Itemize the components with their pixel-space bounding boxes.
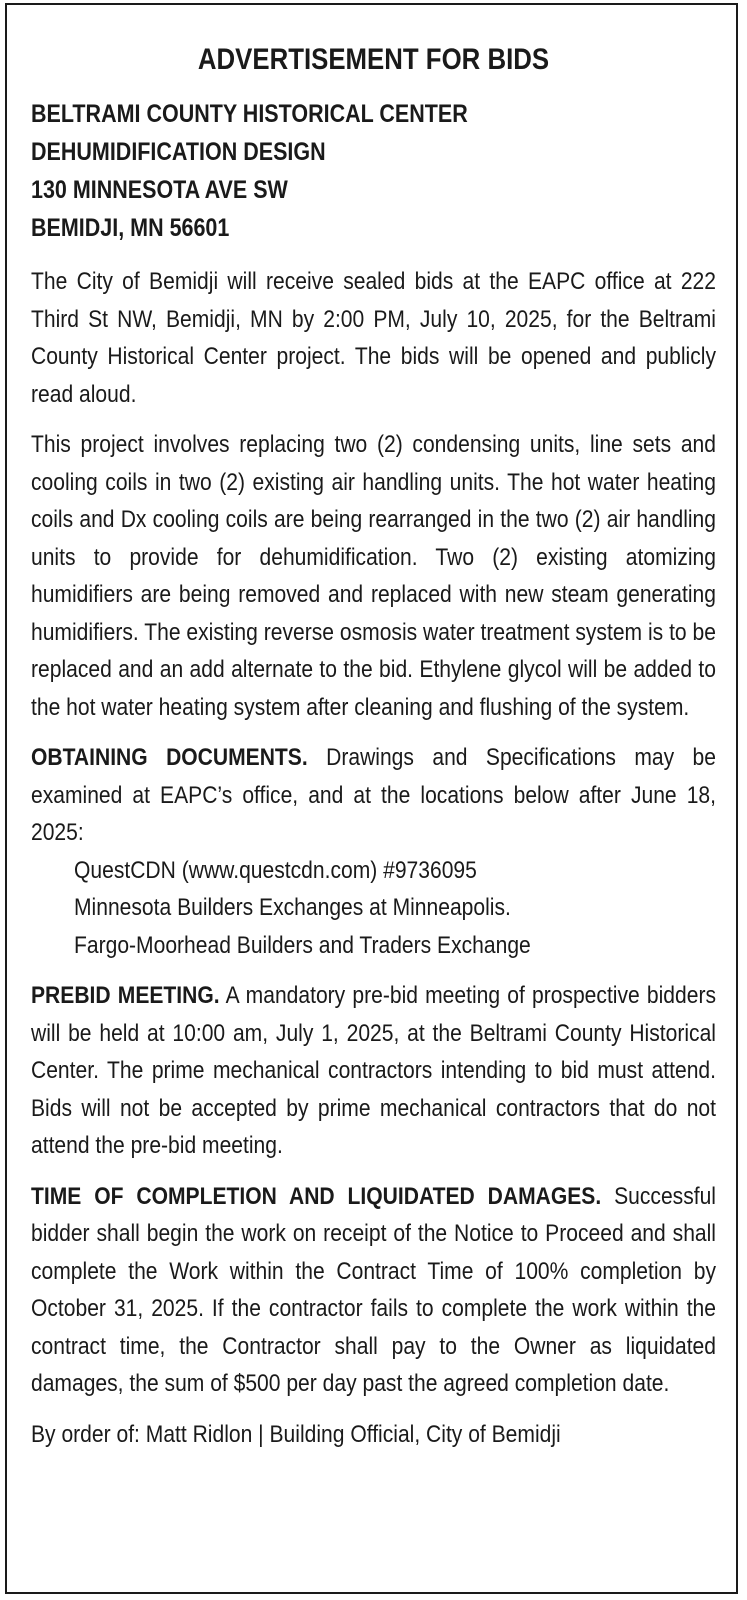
page-title: ADVERTISEMENT FOR BIDS (197, 43, 550, 76)
city-state-zip-line: BEMIDJI, MN 56601 (31, 214, 230, 242)
obtaining-documents-heading: OBTAINING DOCUMENTS. (31, 744, 308, 771)
prebid-meeting-paragraph (31, 977, 716, 1165)
list-item: Minnesota Builders Exchanges at Minneapolis. (74, 894, 511, 921)
project-subtitle-line: DEHUMIDIFICATION DESIGN (31, 138, 326, 166)
scope-paragraph: This project involves replacing two (2) condensing units, line sets and cooling coils in two (2) existing air handling units. The hot water heating coils and Dx cooling coils are being rearranged in the two (2) air handling units to provide for dehumidification. Two (2) existing atomizing humidifiers are being removed and replaced with new steam generating humidifiers. The existing reverse osmosis water treatment system is to be replaced and an add alternate to the bid. Ethylene glycol will be added to the hot water heating system after cleaning and flushing of the system. (31, 431, 716, 721)
intro-paragraph: The City of Bemidji will receive sealed bids at the EAPC office at 222 Third St NW, Bemidji, MN by 2:00 PM, July 10, 2025, for the Beltrami County Historical Center project. The bids will be opened and publicly read aloud. (31, 268, 716, 408)
project-name-line: BELTRAMI COUNTY HISTORICAL CENTER (31, 100, 468, 128)
prebid-meeting-heading: PREBID MEETING. (31, 982, 220, 1009)
advertisement-content (31, 43, 716, 1453)
obtaining-documents-body: Drawings and Specifications may be examined at EAPC’s office, and at the locations below after June 18, 2025: (31, 744, 716, 846)
completion-damages-heading: TIME OF COMPLETION AND LIQUIDATED DAMAGES. (31, 1182, 602, 1210)
list-item: QuestCDN (www.questcdn.com) #9736095 (74, 856, 477, 884)
document-locations-list (31, 852, 716, 965)
street-address-line: 130 MINNESOTA AVE SW (31, 176, 288, 204)
completion-damages-body: Successful bidder shall begin the work on receipt of the Notice to Proceed and shall complete the Work within the Contract Time of 100% completion by October 31, 2025. If the contractor fails to complete the work within the contract time, the Contractor shall pay to the Owner as liquidated damages, the sum of $500 per day past the agreed completion date. (31, 1182, 716, 1397)
signoff-line: By order of: Matt Ridlon | Building Official, City of Bemidji (31, 1420, 561, 1448)
project-address-block (31, 95, 716, 247)
completion-damages-paragraph (31, 1178, 716, 1403)
prebid-meeting-body: A mandatory pre-bid meeting of prospective bidders will be held at 10:00 am, July 1, 2025, at the Beltrami County Historical Center. The prime mechanical contractors intending to bid must attend. Bids will not be accepted by prime mechanical contractors that do not attend the pre-bid meeting. (31, 982, 717, 1159)
obtaining-documents-paragraph (31, 739, 716, 852)
advertisement-frame (5, 3, 738, 1594)
list-item: Fargo-Moorhead Builders and Traders Exchange (74, 931, 531, 959)
